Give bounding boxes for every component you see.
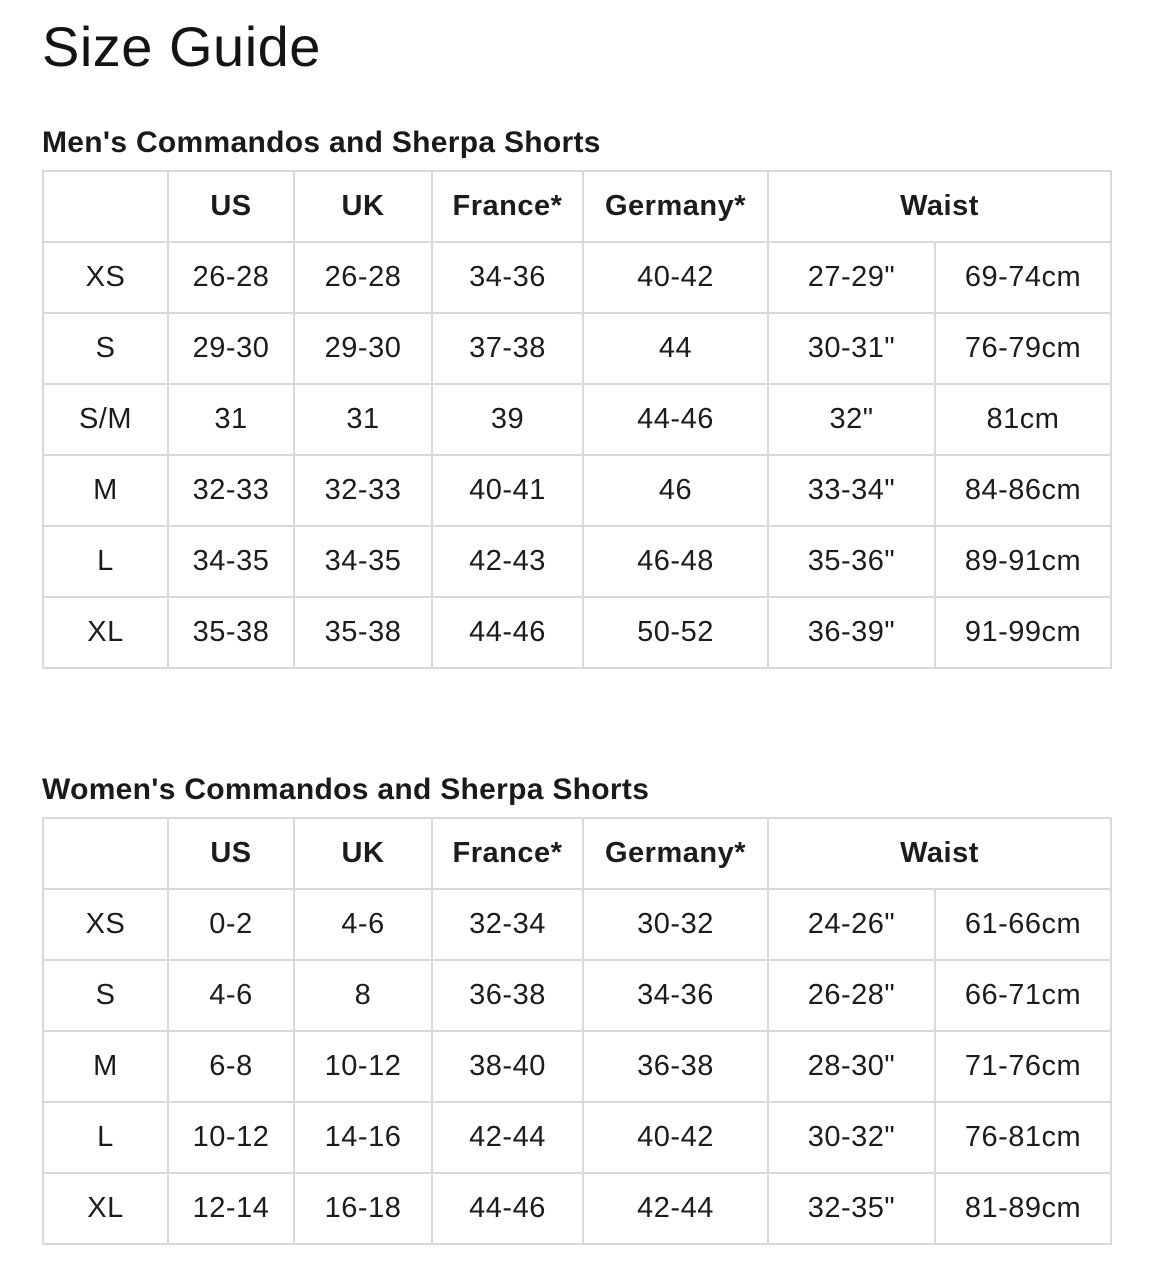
table-cell: 30-32" <box>768 1102 935 1173</box>
table-cell: 39 <box>432 384 583 455</box>
table-cell: 44 <box>583 313 768 384</box>
size-label-cell: M <box>43 455 168 526</box>
size-label-cell: XS <box>43 889 168 960</box>
womens-section-title: Women's Commandos and Sherpa Shorts <box>42 773 650 806</box>
column-header: Germany* <box>583 171 768 242</box>
column-header: France* <box>432 171 583 242</box>
table-row <box>43 242 1111 313</box>
table-row <box>43 455 1111 526</box>
table-cell: 38-40 <box>432 1031 583 1102</box>
page-title: Size Guide <box>42 15 321 78</box>
table-cell: 71-76cm <box>935 1031 1111 1102</box>
table-row <box>43 597 1111 668</box>
table-cell: 35-38 <box>294 597 432 668</box>
table-cell: 40-42 <box>583 242 768 313</box>
table-row <box>43 1031 1111 1102</box>
table-cell: 32-34 <box>432 889 583 960</box>
table-cell: 28-30" <box>768 1031 935 1102</box>
table-cell: 44-46 <box>583 384 768 455</box>
header-corner-cell <box>43 818 168 889</box>
table-cell: 6-8 <box>168 1031 294 1102</box>
column-header: US <box>168 171 294 242</box>
table-cell: 32-35" <box>768 1173 935 1244</box>
size-label-cell: XS <box>43 242 168 313</box>
mens-section-title: Men's Commandos and Sherpa Shorts <box>42 126 601 159</box>
size-label-cell: L <box>43 526 168 597</box>
table-cell: 4-6 <box>294 889 432 960</box>
table-cell: 76-79cm <box>935 313 1111 384</box>
table-cell: 10-12 <box>294 1031 432 1102</box>
column-header: Waist <box>768 818 1111 889</box>
table-cell: 42-44 <box>432 1102 583 1173</box>
table-cell: 61-66cm <box>935 889 1111 960</box>
column-header: France* <box>432 818 583 889</box>
womens-size-table <box>42 817 1112 1245</box>
table-row <box>43 889 1111 960</box>
table-row <box>43 1102 1111 1173</box>
table-row <box>43 1173 1111 1244</box>
table-cell: 66-71cm <box>935 960 1111 1031</box>
column-header: UK <box>294 171 432 242</box>
table-cell: 4-6 <box>168 960 294 1031</box>
table-cell: 26-28 <box>294 242 432 313</box>
table-cell: 69-74cm <box>935 242 1111 313</box>
size-label-cell: M <box>43 1031 168 1102</box>
table-cell: 32-33 <box>294 455 432 526</box>
table-row <box>43 960 1111 1031</box>
header-corner-cell <box>43 171 168 242</box>
size-label-cell: L <box>43 1102 168 1173</box>
table-cell: 16-18 <box>294 1173 432 1244</box>
table-cell: 31 <box>168 384 294 455</box>
table-cell: 91-99cm <box>935 597 1111 668</box>
table-cell: 29-30 <box>294 313 432 384</box>
table-cell: 32" <box>768 384 935 455</box>
table-cell: 26-28" <box>768 960 935 1031</box>
mens-size-table <box>42 170 1112 669</box>
table-cell: 31 <box>294 384 432 455</box>
table-cell: 42-44 <box>583 1173 768 1244</box>
table-header-row <box>43 171 1111 242</box>
table-cell: 24-26" <box>768 889 935 960</box>
table-cell: 81-89cm <box>935 1173 1111 1244</box>
table-cell: 46-48 <box>583 526 768 597</box>
table-cell: 33-34" <box>768 455 935 526</box>
table-cell: 8 <box>294 960 432 1031</box>
table-cell: 34-36 <box>432 242 583 313</box>
column-header: Germany* <box>583 818 768 889</box>
table-cell: 84-86cm <box>935 455 1111 526</box>
size-label-cell: S <box>43 313 168 384</box>
table-cell: 26-28 <box>168 242 294 313</box>
table-cell: 44-46 <box>432 597 583 668</box>
size-label-cell: XL <box>43 597 168 668</box>
table-cell: 30-32 <box>583 889 768 960</box>
table-cell: 0-2 <box>168 889 294 960</box>
table-row <box>43 313 1111 384</box>
table-cell: 34-35 <box>294 526 432 597</box>
table-cell: 76-81cm <box>935 1102 1111 1173</box>
column-header: US <box>168 818 294 889</box>
column-header: Waist <box>768 171 1111 242</box>
table-cell: 30-31" <box>768 313 935 384</box>
table-row <box>43 384 1111 455</box>
table-cell: 27-29" <box>768 242 935 313</box>
size-label-cell: S/M <box>43 384 168 455</box>
table-cell: 10-12 <box>168 1102 294 1173</box>
table-cell: 29-30 <box>168 313 294 384</box>
table-cell: 42-43 <box>432 526 583 597</box>
table-cell: 46 <box>583 455 768 526</box>
table-cell: 37-38 <box>432 313 583 384</box>
size-label-cell: XL <box>43 1173 168 1244</box>
table-cell: 36-38 <box>432 960 583 1031</box>
table-cell: 89-91cm <box>935 526 1111 597</box>
table-cell: 36-38 <box>583 1031 768 1102</box>
table-cell: 12-14 <box>168 1173 294 1244</box>
table-row <box>43 526 1111 597</box>
table-cell: 14-16 <box>294 1102 432 1173</box>
size-label-cell: S <box>43 960 168 1031</box>
table-cell: 34-36 <box>583 960 768 1031</box>
table-cell: 40-41 <box>432 455 583 526</box>
table-cell: 32-33 <box>168 455 294 526</box>
table-cell: 34-35 <box>168 526 294 597</box>
table-cell: 50-52 <box>583 597 768 668</box>
column-header: UK <box>294 818 432 889</box>
table-cell: 35-38 <box>168 597 294 668</box>
table-cell: 81cm <box>935 384 1111 455</box>
table-cell: 36-39" <box>768 597 935 668</box>
table-header-row <box>43 818 1111 889</box>
table-cell: 35-36" <box>768 526 935 597</box>
table-cell: 40-42 <box>583 1102 768 1173</box>
table-cell: 44-46 <box>432 1173 583 1244</box>
